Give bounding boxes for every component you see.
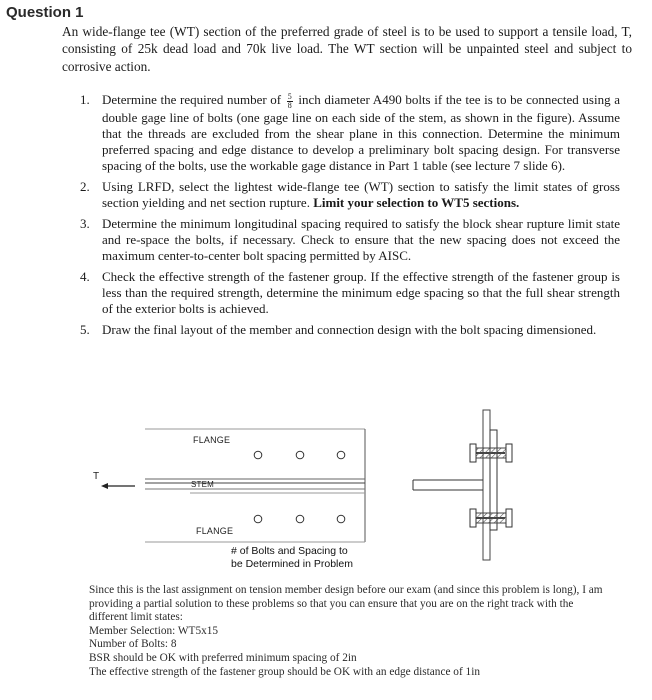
task-number: 5.: [80, 321, 90, 337]
partial-solution: [89, 584, 609, 679]
task-number: 2.: [80, 178, 90, 194]
bolt-top-2: [296, 451, 304, 459]
fraction-denominator: 8: [287, 100, 292, 110]
caption-line-2: be Determined in Problem: [231, 558, 353, 570]
bolt-head-top: [476, 448, 506, 458]
task-text: Using LRFD, select the lightest wide-flange tee (WT) section to satisfy the limit states of gross section yielding and net section rupture.: [102, 178, 620, 210]
task-text-continued: inch diameter A490 bolts if the tee is to be connected using a double gage line of bolts (one gage line on each side of the stem, as shown in the figure). Assume that the threads are excluded from the shear plane in this connection. Determine the minimum preferred spacing and edge distance to develop a preliminary bolt spacing design. For transverse spacing of the bolts, use the workable gage distance in Part 1 table (see lecture 7 slide 6).: [102, 92, 620, 173]
stem-label: STEM: [191, 480, 215, 489]
task-bold-text: Limit your selection to WT5 sections.: [313, 194, 520, 210]
fraction-numerator: 5: [287, 91, 292, 101]
bolt-bottom-3: [337, 515, 345, 523]
number-of-bolts: Number of Bolts: 8: [89, 638, 177, 651]
task-item-2: [80, 179, 620, 211]
task-number: 3.: [80, 215, 90, 231]
question-title: Question 1: [6, 4, 84, 21]
bolt-cap-bottom-right: [506, 509, 512, 527]
section-view: [413, 410, 512, 560]
bolt-bottom-1: [254, 515, 262, 523]
bolt-head-bottom: [476, 513, 506, 523]
bolt-cap-top-right: [506, 444, 512, 462]
task-item-4: [80, 269, 620, 317]
flange-bottom-label: FLANGE: [196, 526, 234, 536]
task-text: Determine the minimum longitudinal spacing required to satisfy the block shear rupture limit state and re-space the bolts, if necessary. Check to ensure that the new spacing does not exceed the maximum center-to-center bolt spacing permitted by AISC.: [102, 215, 620, 263]
task-item-1: [80, 92, 620, 174]
fraction: [287, 93, 293, 110]
question-intro: An wide-flange tee (WT) section of the preferred grade of steel is to be used to support a tensile load, T, consisting of 25k dead load and 70k live load. The WT section will be unpainted steel and subject to corrosive action.: [62, 24, 632, 74]
bolt-cap-top-left: [470, 444, 476, 462]
flange-top-label: FLANGE: [193, 435, 231, 445]
figure-caption: [231, 545, 353, 571]
bolt-top-1: [254, 451, 262, 459]
member-selection: Member Selection: WT5x15: [89, 624, 219, 637]
plan-view: [145, 429, 365, 542]
bolt-bottom-2: [296, 515, 304, 523]
tension-load-arrow: [101, 483, 135, 489]
effective-strength-note: The effective strength of the fastener group should be OK with an edge distance of 1in: [89, 665, 480, 678]
task-list: [80, 92, 620, 343]
task-text: Check the effective strength of the fastener group. If the effective strength of the fastener group is less than the required strength, determine the minimum edge spacing so that the full shear strength of the exterior bolts is achieved.: [102, 268, 620, 316]
task-text: Draw the final layout of the member and connection design with the bolt spacing dimensioned.: [102, 321, 597, 337]
task-item-3: [80, 216, 620, 264]
bolt-cap-bottom-left: [470, 509, 476, 527]
gusset-plate: [483, 410, 490, 560]
load-label-t: T: [93, 471, 100, 482]
bolt-top-3: [337, 451, 345, 459]
caption-line-1: # of Bolts and Spacing to: [231, 545, 348, 557]
task-text: Determine the required number of: [102, 92, 285, 107]
task-number: 4.: [80, 268, 90, 284]
task-number: 1.: [80, 92, 90, 107]
bsr-note: BSR should be OK with preferred minimum spacing of 2in: [89, 651, 357, 664]
task-item-5: [80, 322, 620, 338]
solution-intro: Since this is the last assignment on tension member design before our exam (and since this problem is long), I am providing a partial solution to these problems so that you can ensure that you are on the right track with the different limit states:: [89, 584, 603, 624]
